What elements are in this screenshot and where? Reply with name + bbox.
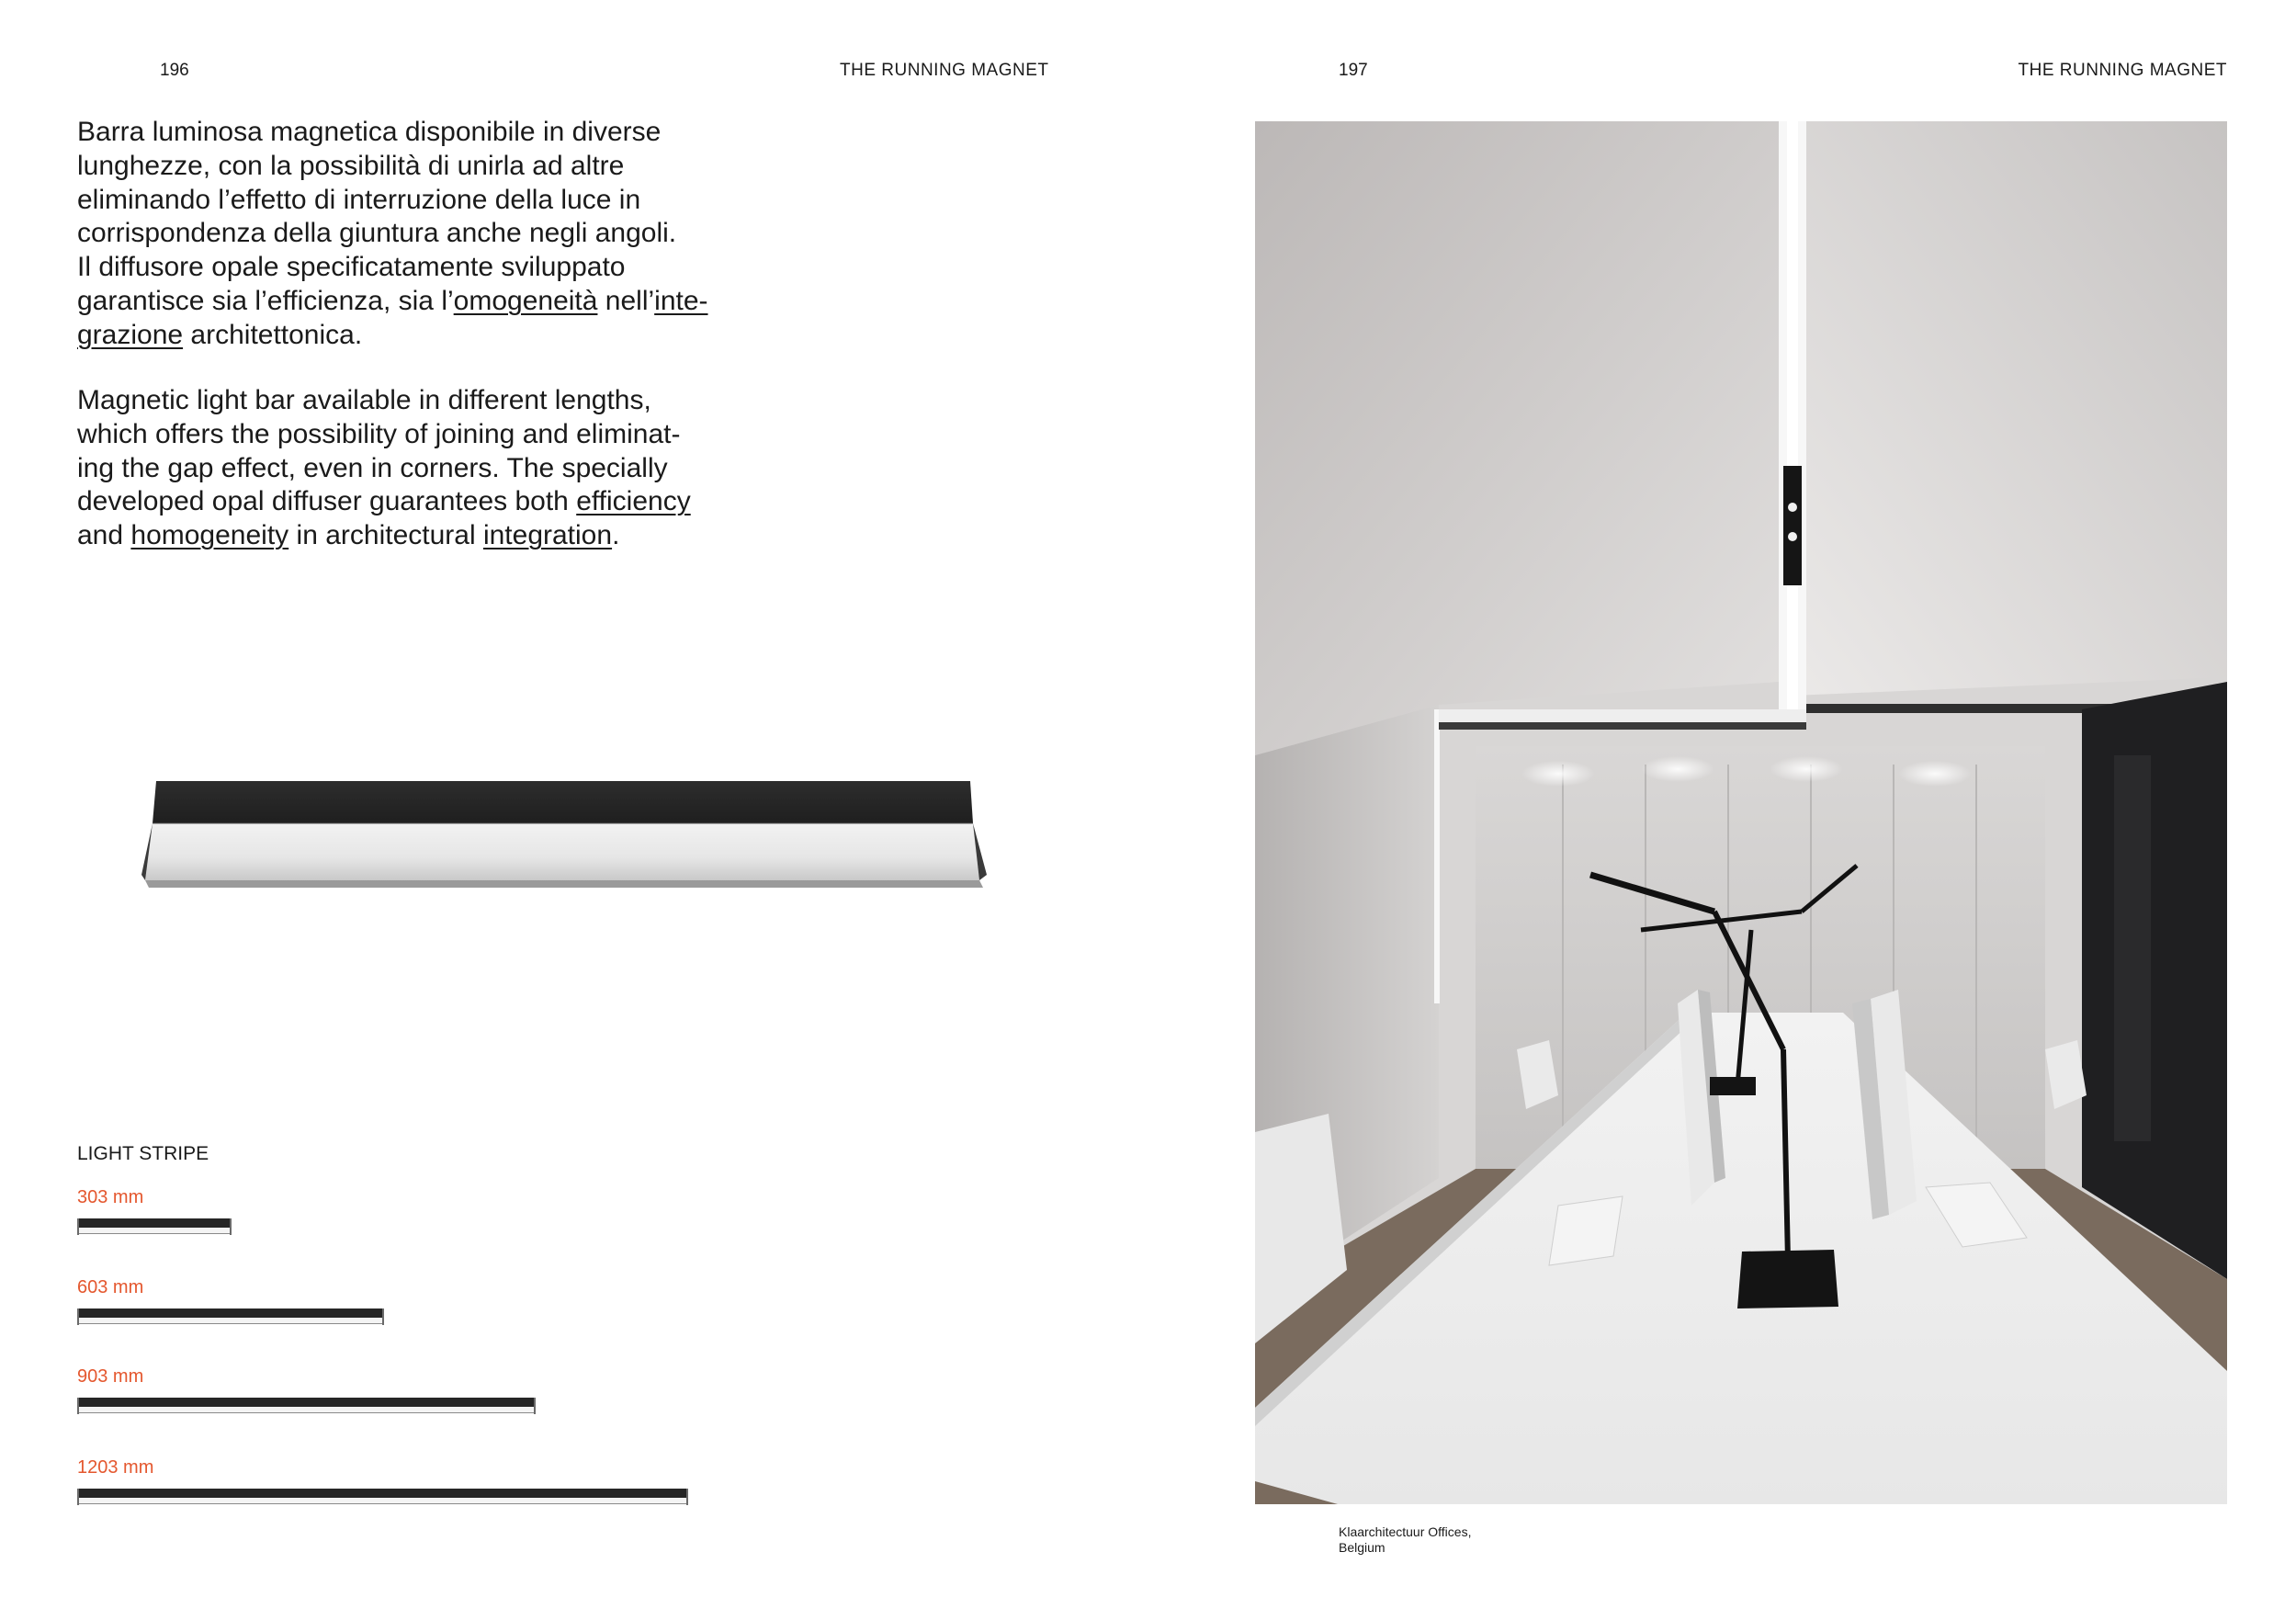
text-span: garantisce sia l’efficienza, sia l’ <box>77 285 454 316</box>
length-label-603: 603 mm <box>77 1277 144 1297</box>
caption-line: Belgium <box>1339 1540 1386 1555</box>
bar-603mm <box>77 1308 384 1325</box>
text-span: architettonica. <box>183 319 363 350</box>
english-line: which offers the possibility of joining and eliminat- <box>77 418 681 449</box>
office-photo <box>1255 121 2227 1504</box>
caption-line: Klaarchitectuur Offices, <box>1339 1524 1472 1539</box>
english-description <box>77 384 739 553</box>
english-line: Magnetic light bar available in different lengths, <box>77 385 651 415</box>
length-label-303: 303 mm <box>77 1187 144 1207</box>
light-bar-product-image <box>141 779 987 895</box>
italian-line: corrispondenza della giuntura anche negli angoli. <box>77 218 677 249</box>
bar-1203mm <box>77 1489 688 1505</box>
length-label-903: 903 mm <box>77 1366 144 1387</box>
underlined-term: inte- <box>654 285 708 316</box>
bar-303mm <box>77 1218 232 1235</box>
text-span: developed opal diffuser guarantees both <box>77 486 577 517</box>
underlined-term: efficiency <box>576 486 691 517</box>
underlined-term: integration <box>482 520 613 551</box>
italian-line <box>77 319 739 353</box>
text-span: and <box>77 520 131 551</box>
text-span: nell’ <box>597 285 655 316</box>
running-head-right: THE RUNNING MAGNET <box>2018 61 2227 80</box>
page-number-left: 196 <box>160 61 189 80</box>
photo-caption <box>1339 1524 1471 1556</box>
running-head-left: THE RUNNING MAGNET <box>840 61 1049 80</box>
italian-line: eliminando l’effetto di interruzione della luce in <box>77 184 641 215</box>
english-line <box>77 519 739 553</box>
english-line: ing the gap effect, even in corners. The specially <box>77 452 668 483</box>
length-label-1203: 1203 mm <box>77 1457 154 1478</box>
underlined-term: omogeneità <box>453 285 598 316</box>
bar-903mm <box>77 1398 536 1414</box>
english-line <box>77 485 739 519</box>
underlined-term: homogeneity <box>130 520 289 551</box>
section-label-light-stripe: LIGHT STRIPE <box>77 1143 209 1164</box>
italian-line <box>77 285 739 319</box>
italian-description <box>77 116 739 353</box>
text-span: in architectural <box>288 520 483 551</box>
text-span: . <box>612 520 620 551</box>
italian-line: Il diffusore opale specificatamente sviluppato <box>77 252 626 283</box>
page-number-right: 197 <box>1339 61 1368 80</box>
italian-line: Barra luminosa magnetica disponibile in diverse <box>77 117 662 147</box>
underlined-term: grazione <box>77 319 184 350</box>
italian-line: lunghezze, con la possibilità di unirla ad altre <box>77 150 625 181</box>
